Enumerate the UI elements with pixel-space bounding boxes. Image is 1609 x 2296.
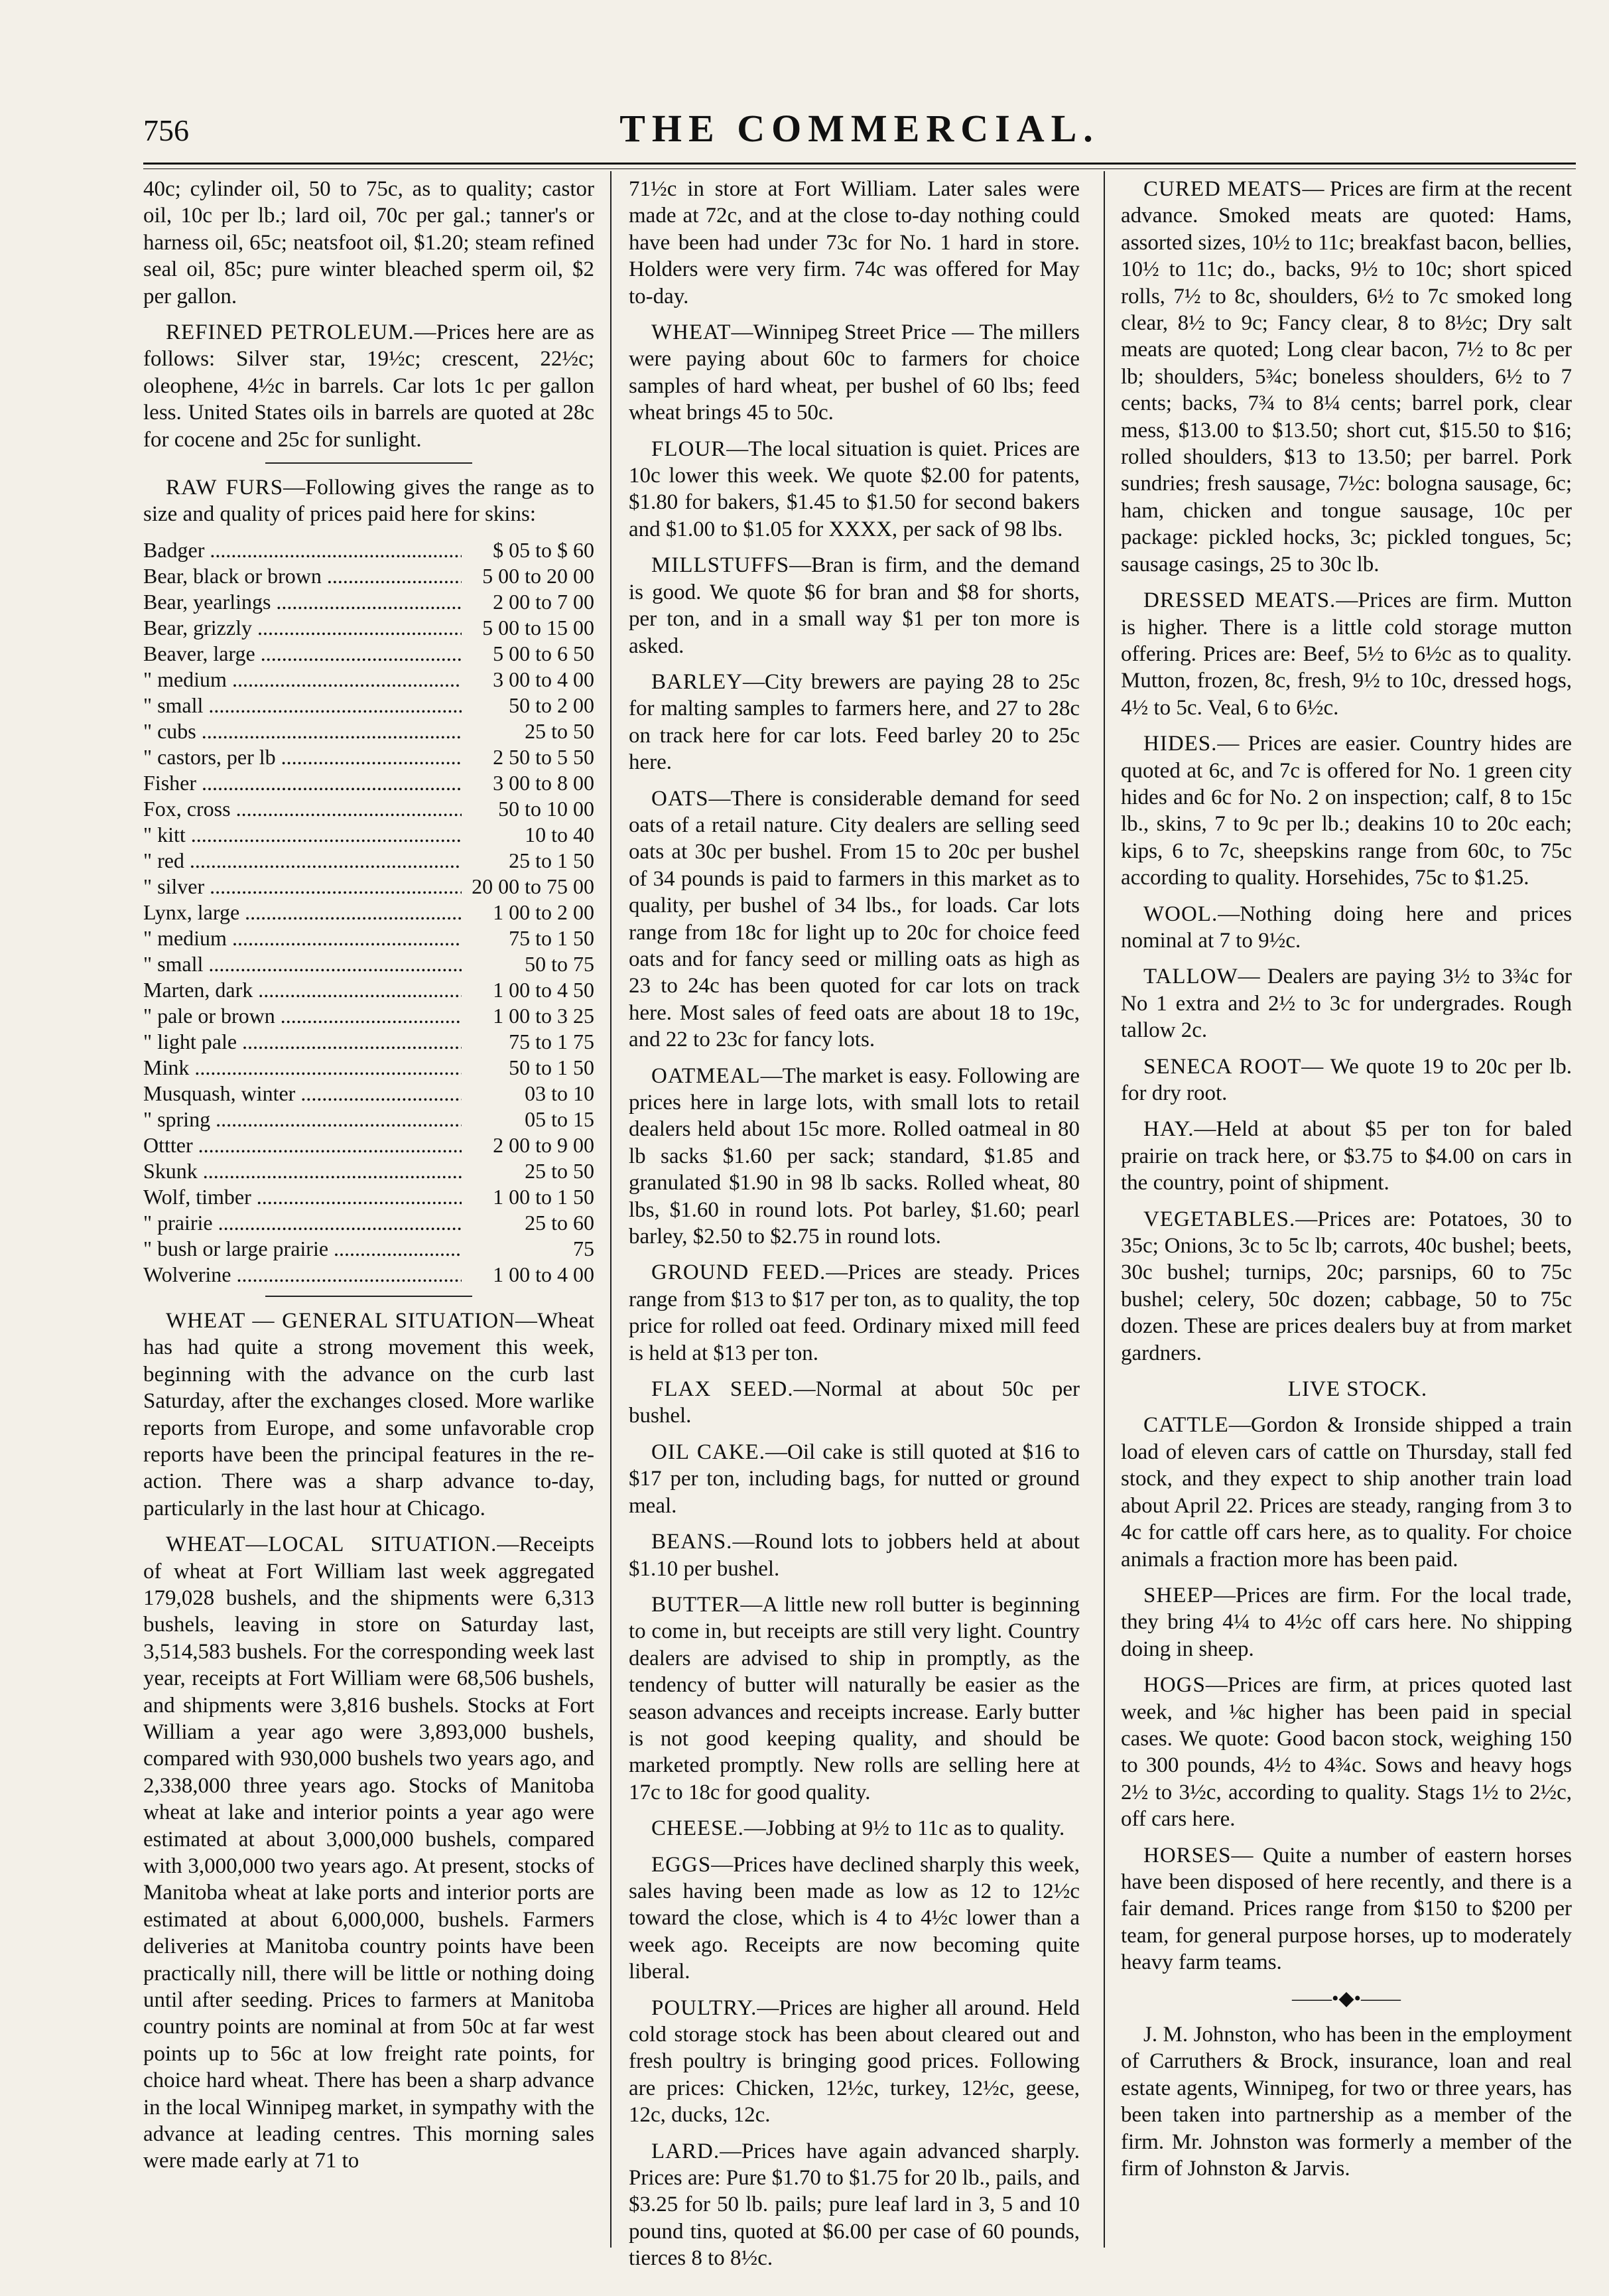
fur-price: 75: [462, 1236, 594, 1262]
barley-paragraph: [629, 669, 1080, 776]
section-text: —The market is easy. Following are prices here in large lots, with small lots to retail dealers held about 15c more. Rolled oatmeal in 80 lb sacks $1.60 per sack; standard, $1.85 and granulated $1.90 in 98 lb sacks. Rolled wheat, 80 lbs, $1.60 in round lots. Pot barley, $1.60; pearl barley, $2.50 to $2.75 in round lots.: [629, 1063, 1080, 1249]
section-text: — We quote 19 to 20c per lb. for dry root.: [1121, 1054, 1572, 1105]
section-head: BARLEY: [651, 669, 743, 694]
section-text: —Held at about $5 per ton for baled prairie on track here, or $3.75 to $4.00 on cars in the country, point of shipment.: [1121, 1117, 1572, 1195]
fur-price: 03 to 10: [462, 1081, 594, 1107]
fur-price-row: [143, 822, 594, 848]
oats-paragraph: [629, 785, 1080, 1053]
wheat-local-paragraph: [143, 1531, 594, 2175]
fur-price-row: [143, 537, 594, 563]
section-head: FLOUR: [651, 437, 727, 461]
section-divider: [265, 462, 473, 464]
ornament-divider: ——•◆•——: [1291, 1987, 1401, 2009]
butter-paragraph: [629, 1591, 1080, 1806]
millstuffs-paragraph: [629, 552, 1080, 659]
fur-name: Ottter .....: [143, 1132, 462, 1158]
poultry-paragraph: [629, 1995, 1080, 2129]
section-divider: [265, 1296, 473, 1297]
section-text: —Winnipeg Street Price — The millers were paying about 60c to farmers for choice samples of hard wheat, per bushel of 60 lbs; feed wheat brings 45 to 50c.: [629, 320, 1080, 425]
johnston-paragraph: J. M. Johnston, who has been in the employment of Carruthers & Brock, insurance, loan and real estate agents, Winnipeg, for two or three years, has been taken into partnership as a member of the firm. Mr. Johnston was formerly a member of the firm of Johnston & Jarvis.: [1121, 2023, 1572, 2181]
section-text: —The local situation is quiet. Prices are 10c lower this week. We quote $2.00 for patents, $1.80 for bakers, $1.45 to $1.50 for second bakers and $1.00 to $1.05 for XXXX, per sack of 98 lbs.: [629, 437, 1080, 541]
fur-price-row: [143, 1210, 594, 1236]
fur-price-row: [143, 977, 594, 1003]
fur-price-row: [143, 848, 594, 874]
fur-price-row: [143, 1158, 594, 1184]
fur-price-row: [143, 925, 594, 951]
fur-name: Fox, cross .....: [143, 796, 462, 822]
fur-name: " silver .....: [143, 874, 462, 900]
section-text: —Wheat has had quite a strong movement this week, beginning with the advance on the curb last Saturday, after the exchanges closed. More warlike reports from Europe, and some unfavorable crop reports have been the principal features in the re-action. There was a sharp advance to-day, particularly in the last hour at Chicago.: [143, 1308, 594, 1520]
section-text: —Prices have declined sharply this week, sales having been made as low as 12 to 12½c toward the close, which is 4 to 4½c lower than a week ago. Receipts are now becoming quite liberal.: [629, 1852, 1080, 1984]
hogs-paragraph: [1121, 1672, 1572, 1832]
fur-name: " small .....: [143, 951, 462, 977]
seneca-root-paragraph: [1121, 1053, 1572, 1107]
fur-price: 25 to 50: [462, 718, 594, 744]
section-head: OATS: [651, 786, 709, 811]
section-head: BUTTER: [651, 1592, 741, 1617]
column-3: [1121, 176, 1572, 2191]
section-head: HIDES.: [1143, 732, 1218, 756]
section-text: —City brewers are paying 28 to 25c for malting samples to farmers here, and 27 to 28c on track here for car lots. Feed barley 20 to 25c here.: [629, 669, 1080, 775]
column-rule: [610, 171, 611, 2248]
fur-price-row: [143, 667, 594, 693]
fur-price: 1 00 to 1 50: [462, 1184, 594, 1210]
fur-name: Beaver, large .....: [143, 641, 462, 667]
section-head: MILLSTUFFS: [651, 553, 790, 578]
dressed-meats-paragraph: [1121, 587, 1572, 721]
section-text: —Following gives the range as to size and quality of prices paid here for skins:: [143, 476, 594, 527]
section-head: FLAX SEED.: [651, 1377, 794, 1402]
section-text: —Round lots to jobbers held at about $1.10 per bushel.: [629, 1530, 1080, 1581]
fur-price: 2 50 to 5 50: [462, 744, 594, 770]
beans-paragraph: [629, 1528, 1080, 1582]
fur-name: " bush or large prairie .....: [143, 1236, 462, 1262]
section-head: CHEESE.: [651, 1816, 744, 1841]
fur-price: 25 to 60: [462, 1210, 594, 1236]
section-head: LARD.: [651, 2139, 720, 2163]
ground-feed-paragraph: [629, 1259, 1080, 1367]
fur-name: " medium .....: [143, 925, 462, 951]
fur-price-row: [143, 770, 594, 796]
wool-paragraph: [1121, 901, 1572, 955]
wheat-general-paragraph: [143, 1308, 594, 1522]
oils-paragraph: 40c; cylinder oil, 50 to 75c, as to quality; castor oil, 10c per lb.; lard oil, 70c per gal.; tanner's or harness oil, 65c; neatsfoot oil, $1.20; steam refined seal oil, 85c; pure winter bleached sperm oil, $2 per gallon.: [143, 177, 594, 308]
fur-price-row: [143, 1262, 594, 1288]
fur-name: " medium .....: [143, 667, 462, 693]
fur-price-row: [143, 1236, 594, 1262]
fur-price-row: [143, 693, 594, 718]
section-head: SHEEP: [1143, 1583, 1214, 1607]
fur-price-row: [143, 744, 594, 770]
fur-name: Mink .....: [143, 1055, 462, 1081]
section-head: WHEAT — GENERAL SITUATION: [166, 1308, 515, 1333]
live-stock-heading: LIVE STOCK.: [1287, 1377, 1428, 1402]
vegetables-paragraph: [1121, 1206, 1572, 1367]
section-text: — Prices are firm at the recent advance. Smoked meats are quoted: Hams, assorted sizes, 10½ to 11c; breakfast bacon, bellies, 10½ to 11c; do., backs, 9½ to 10c; short spiced rolls, 7½ to 8c, shoulders, 6½ to 7c smoked long clear, 8½ to 9c; Fancy clear, 8 to 8½c; Dry salt meats are quoted; Long clear bacon, 7½ to 8c per lb; shoulders, 5¾c; boneless shoulders, 6½ to 7 cents; backs, 7¾ to 8¼ cents; barrel pork, clear mess, $13.00 to $13.50; short cut, $15.50 to $16; rolled shoulders, $13 to 13.50; per barrel. Pork sundries; fresh sausage, 7½c: bologna sausage, 6c; ham, chicken and tongue sausage, 10c per package: pickled hocks, 3c; pickled tongues, 5c; sausage casings, 25 to 30c lb.: [1121, 177, 1572, 576]
fur-name: " cubs .....: [143, 718, 462, 744]
fur-name: Fisher .....: [143, 770, 462, 796]
section-head: BEANS.: [651, 1530, 733, 1554]
fur-price: 75 to 1 75: [462, 1029, 594, 1055]
section-head: POULTRY.: [651, 1995, 757, 2020]
section-head: HOGS: [1143, 1673, 1206, 1698]
fur-price: 20 00 to 75 00: [462, 874, 594, 900]
fur-price: 2 00 to 7 00: [462, 589, 594, 615]
section-text: —There is considerable demand for seed oats of a retail nature. City dealers are selling seed oats at 30c per bushel. From 15 to 20c per bushel of 34 pounds is paid to farmers in this market as to quality, per bushel of 34 lbs., for loads. Car lots range from 18c for light up to 20c for choice feed oats and for fancy seed or milling oats as high as 23 to 24c has been quoted for car lots on track here. Most sales of feed oats are about 18 to 19c, and 22 to 23c for fancy lots.: [629, 786, 1080, 1052]
fur-price: 25 to 1 50: [462, 848, 594, 874]
eggs-paragraph: [629, 1852, 1080, 1986]
section-text: —Prices are: Potatoes, 30 to 35c; Onions, 3c to 5c lb; carrots, 40c bushel; beets, 30c bushel; turnips, 20c; parsnips, 60 to 75c bushel; celery, 50c dozen; cabbage, 50 to 75c dozen. These are prices dealers buy at from market gardners.: [1121, 1207, 1572, 1365]
wheat-local-continued: 71½c in store at Fort William. Later sales were made at 72c, and at the close to-day nothing could have been had under 73c for No. 1 hard in store. Holders were very firm. 74c was offered for May to-day.: [629, 177, 1080, 308]
fur-name: " small .....: [143, 693, 462, 718]
oil-cake-paragraph: [629, 1439, 1080, 1519]
fur-price-row: [143, 900, 594, 925]
fur-price-row: [143, 1184, 594, 1210]
fur-price: 50 to 1 50: [462, 1055, 594, 1081]
fur-price: $ 05 to $ 60: [462, 537, 594, 563]
section-text: — Quite a number of eastern horses have been disposed of here recently, and there is a fair demand. Prices range from $150 to $200 per team, for general purpose horses, up to moderately heavy farm teams.: [1121, 1843, 1572, 1975]
section-head: WHEAT: [651, 320, 732, 345]
section-text: —Prices are firm. Mutton is higher. There is a little cold storage mutton offering. Prices are: Beef, 5½ to 6½c as to quality. Mutton, frozen, 8c, fresh, 9½ to 10c, dressed hogs, 4½ to 5c. Veal, 6 to 6½c.: [1121, 588, 1572, 720]
column-rule: [1104, 171, 1105, 2248]
fur-price: 3 00 to 4 00: [462, 667, 594, 693]
fur-name: Musquash, winter .....: [143, 1081, 462, 1107]
fur-price: 50 to 10 00: [462, 796, 594, 822]
hides-paragraph: [1121, 730, 1572, 891]
fur-price: 50 to 75: [462, 951, 594, 977]
fur-name: Lynx, large .....: [143, 900, 462, 925]
section-text: —Receipts of wheat at Fort William last week aggregated 179,028 bushels, and the shipments were 6,313 bushels, leaving in store on Saturday last, 3,514,583 bushels. For the corresponding week last year, receipts at Fort William were 68,506 bushels, and shipments were 3,816 bushels. Stocks at Fort William a year ago were 3,893,000 bushels, compared with 930,000 bushels two years ago, and 2,338,000 three years ago. Stocks of Manitoba wheat at lake and interior points a year ago were estimated at about 3,000,000 bushels, compared with 3,000,000 two years ago. At present, stocks of Manitoba wheat at lake ports and interior ports are estimated at about 6,000,000, bushels. Farmers deliveries at Manitoba country points have been practically nill, there will be little or nothing doing until after seeding. Prices to farmers at Manitoba country points are nominal at from 50c at far west points up to 56c at low freight rate points, for choice hard wheat. There has been a sharp advance in the local Winnipeg market, in sympathy with the advance at leading centres. This morning sales were made early at 71 to: [143, 1532, 594, 2173]
sheep-paragraph: [1121, 1582, 1572, 1662]
fur-name: Skunk .....: [143, 1158, 462, 1184]
header-rule: [143, 163, 1576, 169]
section-text: — Dealers are paying 3½ to 3¾c for No 1 extra and 2½ to 3c for undergrades. Rough tallow 2c.: [1121, 965, 1572, 1043]
flax-seed-paragraph: [629, 1376, 1080, 1430]
fur-name: " pale or brown .....: [143, 1003, 462, 1029]
fur-price: 10 to 40: [462, 822, 594, 848]
horses-paragraph: [1121, 1842, 1572, 1976]
section-text: —Nothing doing here and prices nominal at 7 to 9½c.: [1121, 902, 1572, 953]
page-number: 756: [143, 113, 189, 147]
section-text: —Prices have again advanced sharply. Prices are: Pure $1.70 to $1.75 for 20 lb., pails, and $3.25 for 50 lb. pails; pure leaf lard in 3, 5 and 10 pound tins, quoted at $6.00 per case of 60 pounds, tierces 8 to 8½c.: [629, 2139, 1080, 2271]
fur-price-row: [143, 1055, 594, 1081]
fur-price: 1 00 to 4 00: [462, 1262, 594, 1288]
fur-name: Bear, black or brown .....: [143, 563, 462, 589]
fur-price-row: [143, 1132, 594, 1158]
fur-name: " red .....: [143, 848, 462, 874]
section-text: —Oil cake is still quoted at $16 to $17 per ton, including bags, for nutted or ground meal.: [629, 1440, 1080, 1518]
fur-name: " spring .....: [143, 1107, 462, 1132]
fur-price-row: [143, 951, 594, 977]
fur-price-table: [143, 537, 594, 1288]
fur-price: 50 to 2 00: [462, 693, 594, 718]
section-head: TALLOW: [1143, 965, 1238, 989]
fur-price-row: [143, 1081, 594, 1107]
section-head: WHEAT—LOCAL SITUATION.: [166, 1532, 497, 1557]
fur-price: 1 00 to 2 00: [462, 900, 594, 925]
fur-price: 75 to 1 50: [462, 925, 594, 951]
section-head: SENECA ROOT: [1143, 1054, 1302, 1079]
section-head: CATTLE: [1143, 1413, 1229, 1438]
section-head: VEGETABLES.: [1143, 1207, 1296, 1231]
section-head: HAY.: [1143, 1117, 1194, 1142]
fur-price-row: [143, 718, 594, 744]
fur-price: 25 to 50: [462, 1158, 594, 1184]
fur-price: 1 00 to 3 25: [462, 1003, 594, 1029]
oatmeal-paragraph: [629, 1063, 1080, 1250]
fur-name: Bear, grizzly .....: [143, 615, 462, 641]
section-text: —Prices are firm. For the local trade, they bring 4¼ to 4½c off cars here. No shipping doing in sheep.: [1121, 1583, 1572, 1661]
fur-name: " light pale .....: [143, 1029, 462, 1055]
column-2: [629, 176, 1080, 2281]
fur-price: 5 00 to 20 00: [462, 563, 594, 589]
section-text: —Prices are higher all around. Held cold storage stock has been about cleared out and fresh poultry is bringing good prices. Following are prices: Chicken, 12½c, turkey, 12½c, geese, 12c, ducks, 12c.: [629, 1995, 1080, 2127]
fur-price: 3 00 to 8 00: [462, 770, 594, 796]
section-head: RAW FURS: [166, 476, 284, 500]
section-head: WOOL.: [1143, 902, 1218, 926]
fur-price-row: [143, 1003, 594, 1029]
section-text: —Prices are firm, at prices quoted last week, and ⅛c higher has been paid in special cases. We quote: Good bacon stock, weighing 150 to 300 pounds, 4½ to 4¾c. Sows and heavy hogs 2½ to 3½c, according to quality. Stags 1½ to 2½c, off cars here.: [1121, 1673, 1572, 1832]
fur-price-row: [143, 874, 594, 900]
fur-price-row: [143, 563, 594, 589]
fur-price-row: [143, 615, 594, 641]
section-head: GROUND FEED.: [651, 1260, 826, 1285]
fur-price: 05 to 15: [462, 1107, 594, 1132]
flour-paragraph: [629, 436, 1080, 543]
fur-name: " prairie .....: [143, 1210, 462, 1236]
section-head: HORSES: [1143, 1843, 1232, 1867]
hay-paragraph: [1121, 1116, 1572, 1196]
section-head: DRESSED MEATS.: [1143, 588, 1336, 613]
section-head: OATMEAL: [651, 1063, 761, 1088]
section-head: CURED MEATS: [1143, 177, 1303, 201]
fur-price-row: [143, 796, 594, 822]
section-text: —Gordon & Ironside shipped a train load of eleven cars of cattle on Thursday, stall fed stock, and they expect to ship another train load about April 22. Prices are steady, ranging from 3 to 4c for cattle off cars here, as to quality. For choice animals a fraction more has been paid.: [1121, 1413, 1572, 1572]
section-head: OIL CAKE.: [651, 1440, 765, 1464]
fur-name: " castors, per lb .....: [143, 744, 462, 770]
raw-furs-intro: [143, 474, 594, 528]
tallow-paragraph: [1121, 963, 1572, 1044]
section-text: —Normal at about 50c per bushel.: [629, 1377, 1080, 1428]
fur-price: 5 00 to 15 00: [462, 615, 594, 641]
section-head: REFINED PETROLEUM.: [166, 320, 415, 345]
column-1: [143, 176, 594, 2184]
fur-name: Bear, yearlings .....: [143, 589, 462, 615]
fur-name: Wolverine .....: [143, 1262, 462, 1288]
fur-price-row: [143, 589, 594, 615]
section-text: —Bran is firm, and the demand is good. We quote $6 for bran and $8 for shorts, per ton, and in a small way $1 per ton more is asked.: [629, 553, 1080, 658]
section-text: —Prices are steady. Prices range from $13 to $17 per ton, as to quality, the top price for rolled oat feed. Ordinary mixed mill feed is held at $13 per ton.: [629, 1260, 1080, 1365]
fur-name: Wolf, timber .....: [143, 1184, 462, 1210]
wheat-street-paragraph: [629, 319, 1080, 427]
cheese-paragraph: [629, 1815, 1080, 1842]
fur-price: 1 00 to 4 50: [462, 977, 594, 1003]
fur-price-row: [143, 1029, 594, 1055]
refined-petroleum-paragraph: [143, 319, 594, 453]
cured-meats-paragraph: [1121, 176, 1572, 578]
fur-price: 5 00 to 6 50: [462, 641, 594, 667]
fur-name: Badger .....: [143, 537, 462, 563]
fur-price-row: [143, 641, 594, 667]
fur-price-row: [143, 1107, 594, 1132]
lard-paragraph: [629, 2138, 1080, 2272]
page-header: [143, 98, 1576, 158]
fur-name: Marten, dark .....: [143, 977, 462, 1003]
section-text: —A little new roll butter is beginning to come in, but receipts are still very light. Country dealers are advised to ship in promptly, as the tendency of butter will naturally be easier as the season advances and receipts increase. Early butter is not good keeping quality, and should be marketed promptly. New rolls are selling here at 17c to 18c for good quality.: [629, 1592, 1080, 1804]
masthead-title: THE COMMERCIAL.: [619, 107, 1100, 150]
fur-price: 2 00 to 9 00: [462, 1132, 594, 1158]
section-text: —Jobbing at 9½ to 11c as to quality.: [743, 1816, 1065, 1841]
section-head: EGGS: [651, 1852, 712, 1877]
fur-name: " kitt .....: [143, 822, 462, 848]
section-text: — Prices are easier. Country hides are quoted at 6c, and 7c is offered for No. 1 green city hides and 6c for No. 2 on inspection; calf, 8 to 15c lb., skins, 7 to 9c per lb.; deakins 10 to 20c each; kips, 6 to 7c, sheepskins range from 60c, to 75c according to quality. Horsehides, 75c to $1.25.: [1121, 732, 1572, 890]
section-text: —Prices here are as follows: Silver star, 19½c; crescent, 22½c; oleophene, 4½c in barrels. Car lots 1c per gallon less. United States oils in barrels are quoted at 28c for cocene and 25c for sunlight.: [143, 320, 594, 452]
cattle-paragraph: [1121, 1412, 1572, 1572]
